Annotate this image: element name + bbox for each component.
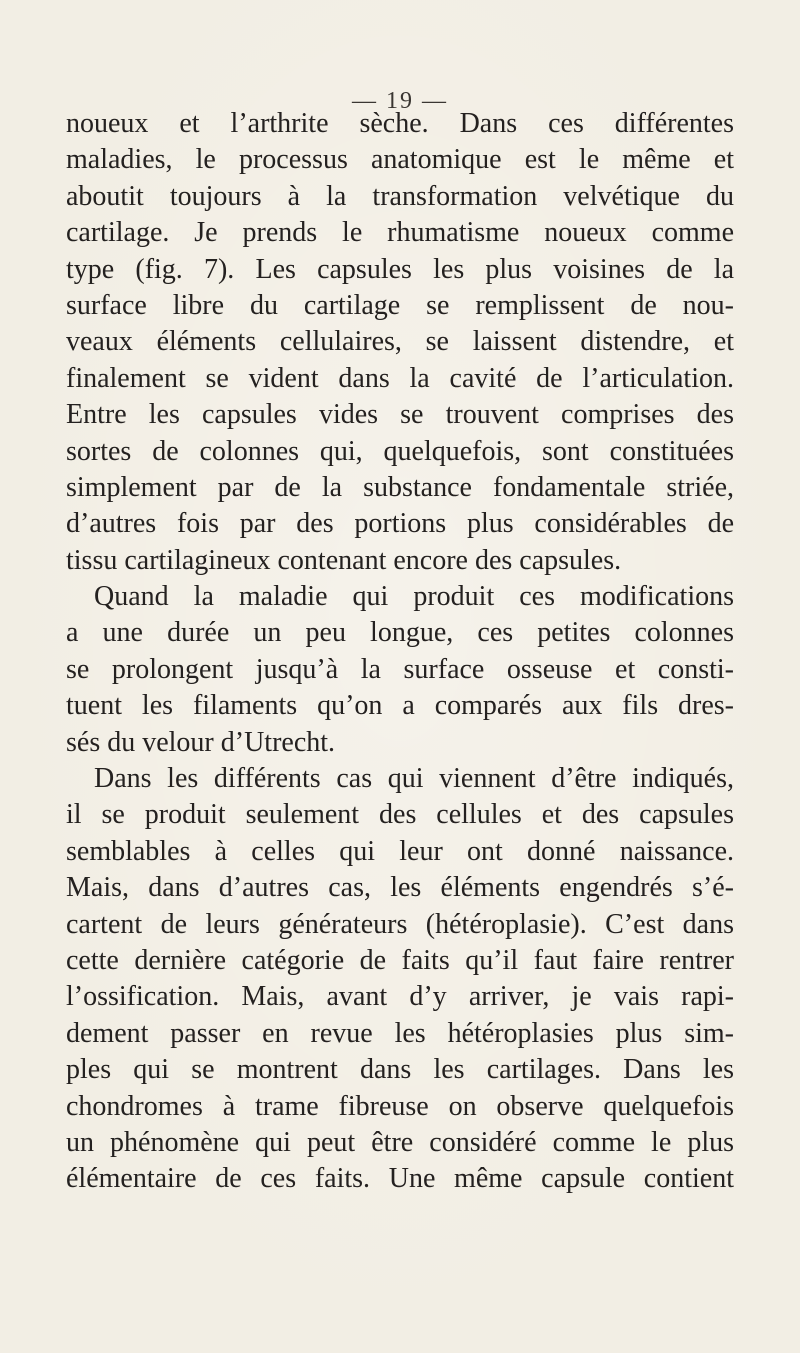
text-line: il se produit seulement des cellules et des capsules xyxy=(66,799,734,831)
text-line: Entre les capsules vides se trouvent comprises des xyxy=(66,399,734,431)
text-line: tuent les filaments qu’on a comparés aux fils dres- xyxy=(66,690,734,722)
text-line: noueux et l’arthrite sèche. Dans ces différentes xyxy=(66,108,734,139)
text-line: aboutit toujours à la transformation velvétique du xyxy=(66,180,734,212)
text-line: d’autres fois par des portions plus considérables de xyxy=(66,508,734,540)
text-line: tissu cartilagineux contenant encore des capsules. xyxy=(66,544,622,576)
text-line: maladies, le processus anatomique est le même et xyxy=(66,144,734,176)
text-line: l’ossification. Mais, avant d’y arriver, je vais rapi- xyxy=(66,981,734,1013)
text-line: cette dernière catégorie de faits qu’il faut faire rentrer xyxy=(66,944,734,976)
text-line: type (fig. 7). Les capsules les plus voisines de la xyxy=(66,253,734,285)
body-text xyxy=(66,106,734,1198)
text-line: semblables à celles qui leur ont donné naissance. xyxy=(66,835,734,867)
text-line: sortes de colonnes qui, quelquefois, sont constituées xyxy=(66,435,734,467)
paragraph-start-line: Quand la maladie qui produit ces modifications xyxy=(94,581,734,613)
text-line: dement passer en revue les hétéroplasies plus sim- xyxy=(66,1017,734,1049)
text-line: finalement se vident dans la cavité de l’articulation. xyxy=(66,362,734,394)
text-line: chondromes à trame fibreuse on observe quelquefois xyxy=(66,1090,734,1122)
text-line: sés du velour d’Utrecht. xyxy=(66,726,336,758)
text-line: un phénomène qui peut être considéré comme le plus xyxy=(66,1126,734,1158)
text-line: simplement par de la substance fondamentale striée, xyxy=(66,471,734,503)
text-line: se prolongent jusqu’à la surface osseuse et consti- xyxy=(66,653,734,685)
page-number: — 19 — xyxy=(352,88,448,114)
paragraph-start-line: Dans les différents cas qui viennent d’être indiqués, xyxy=(94,763,734,795)
text-line: veaux éléments cellulaires, se laissent distendre, et xyxy=(66,326,734,358)
text-line: élémentaire de ces faits. Une même capsule contient xyxy=(66,1163,734,1195)
text-line: Mais, dans d’autres cas, les éléments engendrés s’é- xyxy=(66,872,734,904)
text-line: a une durée un peu longue, ces petites colonnes xyxy=(66,617,734,649)
text-line: cartilage. Je prends le rhumatisme noueux comme xyxy=(66,217,734,249)
text-line: surface libre du cartilage se remplissent de nou- xyxy=(66,289,734,321)
text-line: ples qui se montrent dans les cartilages. Dans les xyxy=(66,1054,734,1086)
text-line: cartent de leurs générateurs (hétéroplasie). C’est dans xyxy=(66,908,734,940)
